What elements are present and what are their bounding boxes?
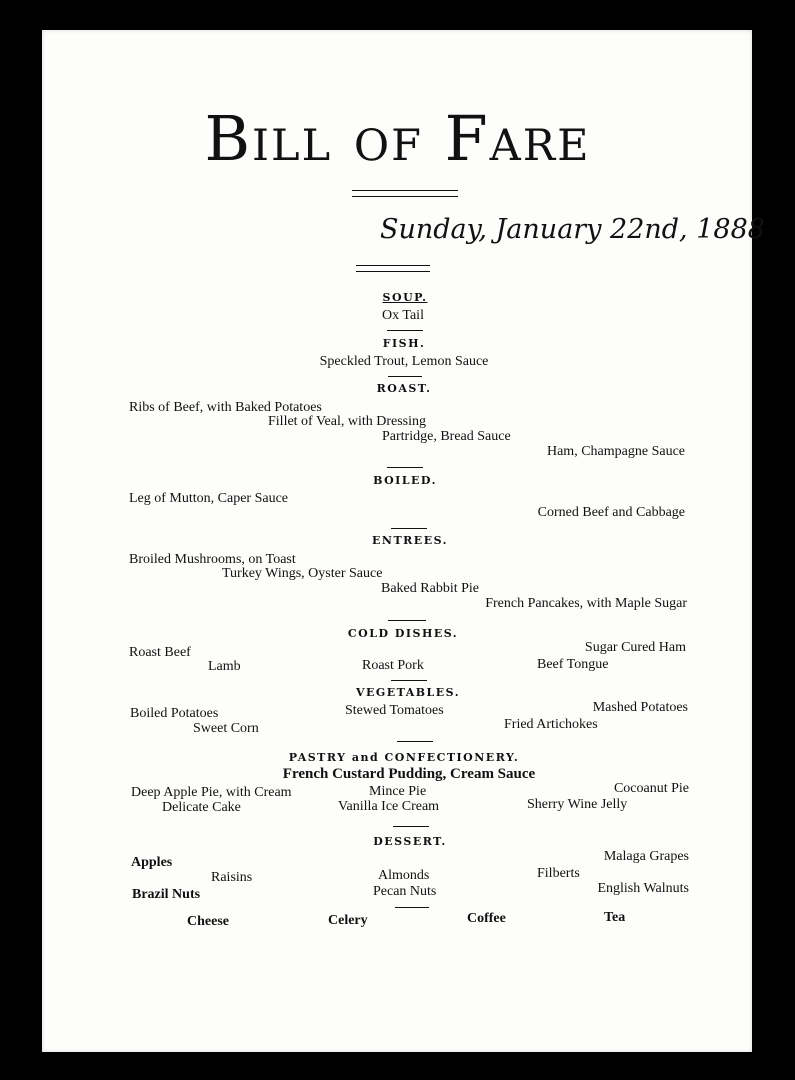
menu-item: Cocoanut Pie [613,781,689,796]
section-divider [391,528,427,529]
menu-item: Stewed Tomatoes [345,703,444,718]
menu-item: Sugar Cured Ham [584,640,686,655]
menu-item: Turkey Wings, Oyster Sauce [222,566,383,581]
menu-item: Mince Pie [369,784,427,799]
section-heading-vegetables: VEGETABLES. [355,686,461,699]
section-divider [391,680,427,681]
section-heading-dessert: DESSERT. [373,835,447,848]
section-divider [387,330,423,331]
menu-item: Fried Artichokes [504,717,598,732]
section-heading-fish: FISH. [382,337,426,350]
menu-item: Delicate Cake [162,800,241,815]
menu-item: Raisins [211,870,253,885]
section-divider [387,467,423,468]
section-heading-soup: SOUP. [382,291,428,304]
menu-item: Sherry Wine Jelly [527,797,628,812]
menu-item-featured: French Custard Pudding, Cream Sauce [282,766,536,782]
date-divider [356,265,430,272]
menu-item: Deep Apple Pie, with Cream [131,785,292,800]
menu-item: Partridge, Bread Sauce [382,429,511,444]
menu-item: Apples [131,855,173,870]
section-heading-boiled: BOILED. [373,474,437,487]
section-divider [388,376,422,377]
menu-item: Brazil Nuts [132,887,201,902]
menu-item: Fillet of Veal, with Dressing [268,414,427,429]
section-heading-pastry: PASTRY and CONFECTIONERY. [288,751,520,764]
menu-date: Sunday, January 22nd, 1888 [380,214,765,245]
menu-item: Lamb [208,659,241,674]
menu-item: Roast Beef [129,645,191,660]
menu-item: Sweet Corn [193,721,259,736]
section-divider [395,907,429,908]
menu-item: Ribs of Beef, with Baked Potatoes [129,400,322,415]
menu-item: Cheese [187,914,229,929]
menu-item: Boiled Potatoes [130,706,219,721]
menu-item: Pecan Nuts [373,884,437,899]
menu-item: English Walnuts [597,881,689,896]
menu-item: Leg of Mutton, Caper Sauce [129,491,289,506]
page-title: Bill of Fare [204,102,591,175]
menu-item: French Pancakes, with Maple Sugar [485,596,687,611]
section-divider [388,620,426,621]
menu-item: Filberts [537,866,580,881]
title-divider [352,190,458,197]
menu-item: Roast Pork [362,658,424,673]
section-heading-cold-dishes: COLD DISHES. [347,627,459,640]
section-heading-roast: ROAST. [376,382,432,395]
section-divider [393,826,429,827]
section-divider [397,741,433,742]
menu-item: Coffee [467,911,506,926]
menu-item: Mashed Potatoes [592,700,688,715]
section-heading-entrees: ENTREES. [372,534,448,547]
menu-item: Speckled Trout, Lemon Sauce [319,354,489,369]
menu-item: Baked Rabbit Pie [381,581,479,596]
menu-item: Malaga Grapes [603,849,689,864]
menu-item: Celery [328,913,368,928]
menu-item: Almonds [378,868,430,883]
menu-item: Corned Beef and Cabbage [537,505,685,520]
menu-item: Ham, Champagne Sauce [546,444,685,459]
menu-item: Broiled Mushrooms, on Toast [129,552,296,567]
menu-item: Ox Tail [382,308,424,323]
menu-item: Tea [604,910,626,925]
menu-item: Beef Tongue [537,657,609,672]
menu-item: Vanilla Ice Cream [338,799,440,814]
